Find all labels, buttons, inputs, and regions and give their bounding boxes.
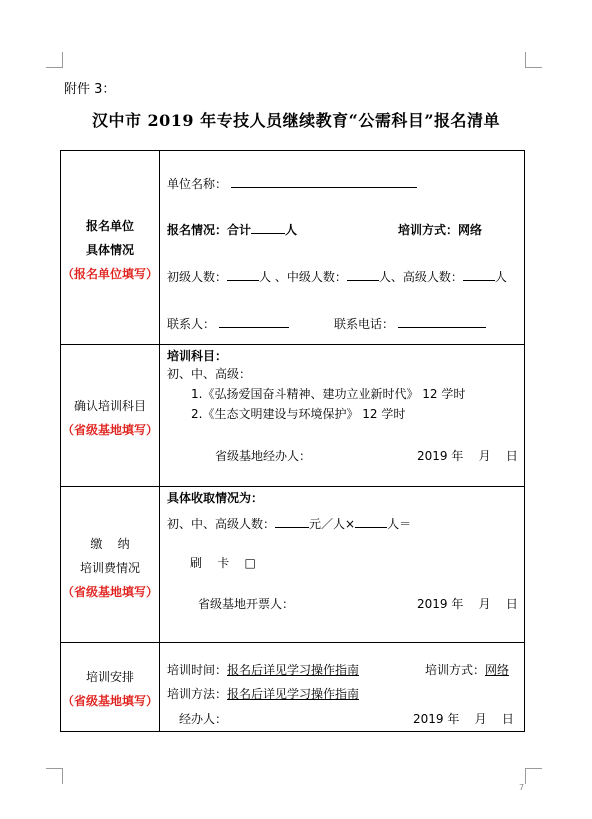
enroll-total-label: 报名情况：合计	[167, 223, 252, 237]
unit-name-field[interactable]	[231, 175, 417, 188]
junior-label: 初级人数：	[167, 270, 228, 284]
train-mode-value: 网络	[485, 663, 510, 677]
row-divider-3	[61, 642, 524, 643]
unit-name-row	[167, 175, 417, 192]
train-method-label: 培训方法：	[167, 687, 228, 701]
registration-form-table	[60, 150, 525, 732]
crop-mark-top-right-v	[525, 52, 526, 68]
phone-label: 联系电话：	[334, 317, 395, 331]
section1-label	[61, 214, 159, 286]
course-signer: 省级基地经办人：	[215, 449, 312, 463]
level-counts-row	[167, 268, 507, 285]
handler-date: 2019 年 月 日	[413, 712, 514, 726]
section2-label-note: （省级基地填写）	[61, 423, 158, 437]
crop-mark-bottom-left-h	[46, 768, 63, 769]
course-item-1: 1.《弘扬爱国奋斗精神、建功立业新时代》 12 学时	[191, 387, 466, 401]
fee-mid2: 人＝	[387, 517, 412, 531]
row-divider-2	[61, 486, 524, 487]
junior-field[interactable]	[227, 268, 259, 281]
page-title: 汉中市 2019 年专技人员继续教育“公需科目”报名清单	[91, 111, 501, 130]
senior-field[interactable]	[463, 268, 495, 281]
phone-row	[334, 315, 486, 332]
section1-label-line2: 具体情况	[85, 243, 134, 257]
crop-mark-bottom-right-h	[525, 768, 542, 769]
row-divider-1	[61, 344, 524, 345]
senior-unit: 人	[494, 270, 507, 284]
section3-label-line1: 缴 纳	[90, 537, 130, 551]
train-time-value: 报名后详见学习操作指南	[227, 663, 360, 677]
course-heading: 培训科目：	[167, 349, 228, 363]
enroll-row	[167, 221, 297, 238]
course-date: 2019 年 月 日	[417, 449, 518, 463]
section1-label-line1: 报名单位	[85, 219, 134, 233]
phone-field[interactable]	[398, 315, 486, 328]
crop-mark-bottom-right-v	[525, 768, 526, 784]
page-number: 7	[519, 783, 525, 792]
contact-row	[167, 315, 289, 332]
section4-label	[61, 665, 159, 713]
section3-label	[61, 532, 159, 604]
unit-name-label: 单位名称：	[167, 177, 228, 191]
section2-label	[61, 394, 159, 442]
middle-field[interactable]	[347, 268, 379, 281]
column-divider	[159, 151, 160, 731]
fee-unit-price-field[interactable]	[275, 515, 309, 528]
train-mode-text: 培训方式：网络	[398, 223, 483, 237]
contact-field[interactable]	[219, 315, 289, 328]
enroll-unit: 人	[285, 223, 298, 237]
middle-label: 人 、中级人数：	[259, 270, 347, 284]
fee-row	[167, 515, 411, 532]
course-item-2: 2.《生态文明建设与环境保护》 12 学时	[191, 407, 406, 421]
appendix-label: 附件 3：	[64, 82, 116, 97]
senior-label: 人、高级人数：	[378, 270, 463, 284]
crop-mark-top-right-h	[525, 67, 542, 68]
section3-label-line2: 培训费情况	[79, 561, 140, 575]
train-mode-row	[425, 661, 509, 678]
train-mode-label: 培训方式：	[425, 663, 486, 677]
section2-label-text: 确认培训科目	[73, 399, 146, 413]
crop-mark-top-left-v	[62, 52, 63, 68]
train-method-value: 报名后详见学习操作指南	[227, 687, 360, 701]
train-time-row	[167, 661, 359, 678]
section4-label-note: （省级基地填写）	[61, 694, 158, 708]
handler-label: 经办人：	[179, 712, 228, 726]
section3-label-note: （省级基地填写）	[61, 585, 158, 599]
card-payment-option[interactable]: 刷 卡 □	[190, 556, 256, 570]
crop-mark-top-left-h	[46, 67, 63, 68]
fee-signer: 省级基地开票人：	[198, 597, 295, 611]
fee-count-field[interactable]	[355, 515, 387, 528]
fee-date: 2019 年 月 日	[417, 597, 518, 611]
section1-label-note: （报名单位填写）	[61, 267, 158, 281]
train-time-label: 培训时间：	[167, 663, 228, 677]
enroll-total-field[interactable]	[251, 221, 285, 234]
course-levels: 初、中、高级：	[167, 367, 252, 381]
fee-mid1: 元／人×	[309, 517, 356, 531]
contact-label: 联系人：	[167, 317, 216, 331]
train-method-row	[167, 685, 359, 702]
fee-prefix: 初、中、高级人数：	[167, 517, 276, 531]
crop-mark-bottom-left-v	[62, 768, 63, 784]
fee-heading: 具体收取情况为：	[167, 491, 264, 505]
section4-label-text: 培训安排	[85, 670, 134, 684]
